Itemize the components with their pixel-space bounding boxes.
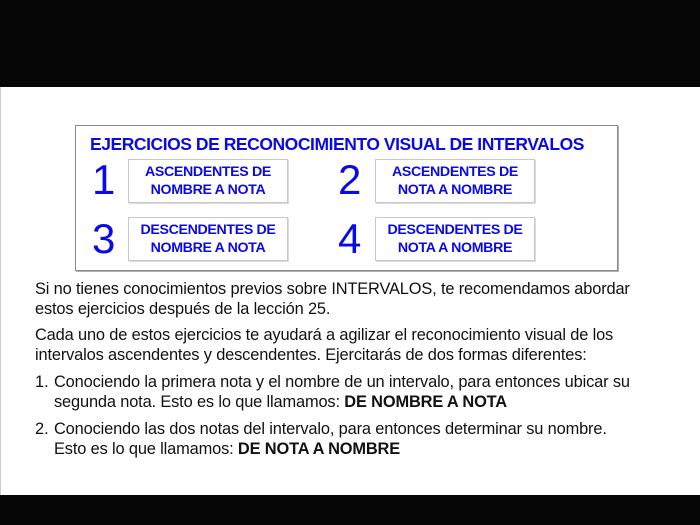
exercise-1-button[interactable] (128, 159, 288, 203)
list-item-2-line1: Conociendo las dos notas del intervalo, para entonces determinar su nombre. (54, 420, 607, 438)
bottom-letterbox-bar (0, 495, 700, 525)
exercise-2-button[interactable] (375, 159, 535, 203)
list-item-2-prefix: Esto es lo que llamamos: (54, 440, 238, 458)
exercise-3-label-line2: NOMBRE A NOTA (150, 240, 266, 256)
list-item-2-number: 2. (35, 420, 49, 438)
description-paragraph-line2: intervalos ascendentes y descendentes. Ejercitarás de dos formas diferentes: (35, 346, 587, 364)
exercise-number-3: 3 (92, 215, 116, 262)
intro-paragraph-line1: Si no tienes conocimientos previos sobre INTERVALOS, te recomendamos abordar (35, 280, 630, 298)
exercise-4-label-line1: DESCENDENTES DE (387, 222, 523, 238)
exercise-menu-panel (75, 125, 618, 271)
intro-paragraph-line2: estos ejercicios después de la lección 25. (35, 300, 331, 318)
exercise-1-label-line2: NOMBRE A NOTA (150, 182, 266, 198)
top-letterbox-bar (0, 0, 700, 87)
exercise-2-label-line1: ASCENDENTES DE (392, 164, 518, 180)
exercise-number-1: 1 (92, 156, 116, 203)
list-item-1-prefix: segunda nota. Esto es lo que llamamos: (54, 393, 345, 411)
exercise-3-label-line1: DESCENDENTES DE (140, 222, 276, 238)
exercise-1-label-line1: ASCENDENTES DE (145, 164, 271, 180)
slide-left-edge (0, 87, 1, 495)
exercise-number-2: 2 (338, 156, 362, 203)
list-item-1-line2 (54, 392, 507, 412)
description-paragraph-line1: Cada uno de estos ejercicios te ayudará a agilizar el reconocimiento visual de los (35, 326, 614, 344)
menu-title: EJERCICIOS DE RECONOCIMIENTO VISUAL DE INTERVALOS (90, 134, 584, 154)
list-item-1-number: 1. (35, 373, 49, 391)
list-item-1-bold-term: DE NOMBRE A NOTA (344, 393, 507, 411)
exercise-4-button[interactable] (375, 217, 535, 261)
exercise-2-label-line2: NOTA A NOMBRE (397, 182, 513, 198)
list-item-2-line2 (54, 439, 400, 459)
list-item-2-bold-term: DE NOTA A NOMBRE (237, 440, 401, 458)
exercise-3-button[interactable] (128, 217, 288, 261)
list-item-1-line1: Conociendo la primera nota y el nombre de un intervalo, para entonces ubicar su (54, 373, 630, 391)
exercise-number-4: 4 (338, 215, 362, 262)
exercise-4-label-line2: NOTA A NOMBRE (397, 240, 513, 256)
